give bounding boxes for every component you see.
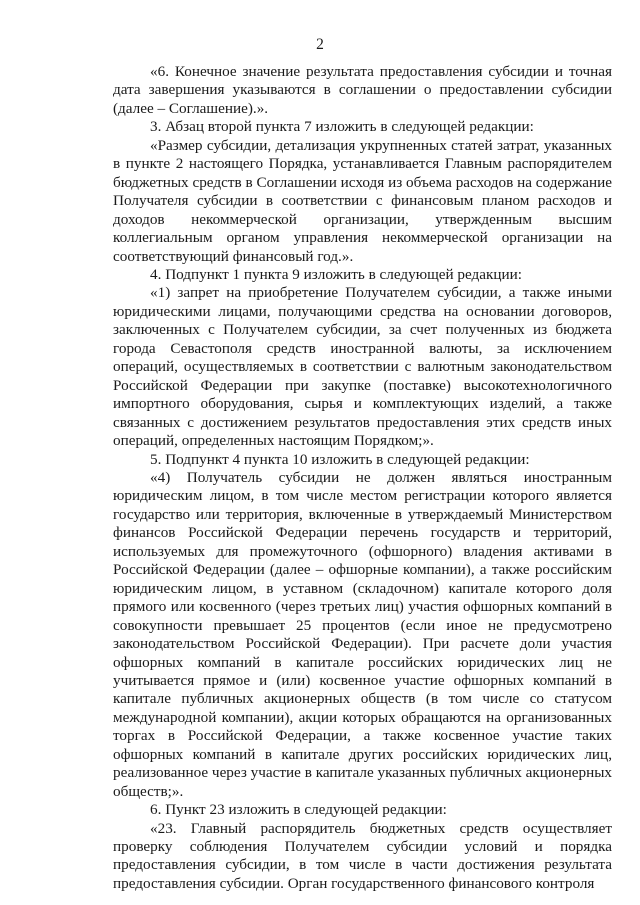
paragraph-amendment-3: 3. Абзац второй пункта 7 изложить в следующей редакции: [150,118,534,136]
paragraph-offshore-rule: «4) Получатель субсидии не должен являться иностранным юридическим лицом, в том числе местом регистрации которого является государство или территория, включенные в утверждаемый Министерством финансов Российской Федерации перечень государств и территорий, используемых для промежуточного (офшорного) владения активами в Российской Федерации (далее – офшорные компании), а также российским юридическим лицом, в уставном (складочном) капитале которого доля прямого или косвенного (через третьих лиц) участия офшорных компаний в совокупности превышает 25 процентов (если иное не предусмотрено законодательством Российской Федерации). При расчете доли участия офшорных компаний в капитале российских юридических лиц не учитывается прямое и (или) косвенное участие офшорных компаний в капитале публичных акционерных обществ (в том числе со статусом международной компании), акции которых обращаются на организованных торгах в Российской Федерации, а также косвенное участие таких офшорных компаний в капитале других российских юридических лиц, реализованное через участие в капитале указанных публичных акционерных обществ;». [113,468,612,800]
paragraph-currency-ban: «1) запрет на приобретение Получателем субсидии, а также иными юридическими лицами, получающими средства на основании договоров, заключенных с Получателем субсидии, за счет полученных из бюджета города Севастополя средств иностранной валюты, за исключением операций, осуществляемых в соответствии с валютным законодательством Российской Федерации при закупке (поставке) высокотехнологичного импортного оборудования, сырья и комплектующих изделий, а также связанных с достижением результатов предоставления этих средств иных операций, определенных настоящим Порядком;». [113,284,612,450]
paragraph-item-23-text: «23. Главный распорядитель бюджетных средств осуществляет проверку соблюдения Получателем субсидии условий и порядка предоставления субсидии, в том числе в части достижения результата предоставления субсидии. Орган государственного финансового контроля [113,819,612,892]
paragraph-item-6-text: «6. Конечное значение результата предоставления субсидии и точная дата завершения указываются в соглашении о предоставлении субсидии (далее – Соглашение).». [113,63,612,117]
paragraph-amendment-6: 6. Пункт 23 изложить в следующей редакции: [150,801,447,819]
document-body [113,63,612,893]
page-number: 2 [316,36,324,53]
paragraph-subsidy-size: «Размер субсидии, детализация укрупненных статей затрат, указанных в пункте 2 настоящего Порядка, устанавливается Главным распорядителем бюджетных средств в Соглашении исходя из объема расходов на содержание Получателя субсидии в соответствии с финансовым планом расходов и доходов некоммерческой организации, утвержденным высшим коллегиальным органом управления некоммерческой организации на соответствующий финансовый год.». [113,136,612,265]
paragraph-amendment-4: 4. Подпункт 1 пункта 9 изложить в следующей редакции: [150,265,523,283]
paragraph-amendment-5: 5. Подпункт 4 пункта 10 изложить в следующей редакции: [150,450,530,468]
